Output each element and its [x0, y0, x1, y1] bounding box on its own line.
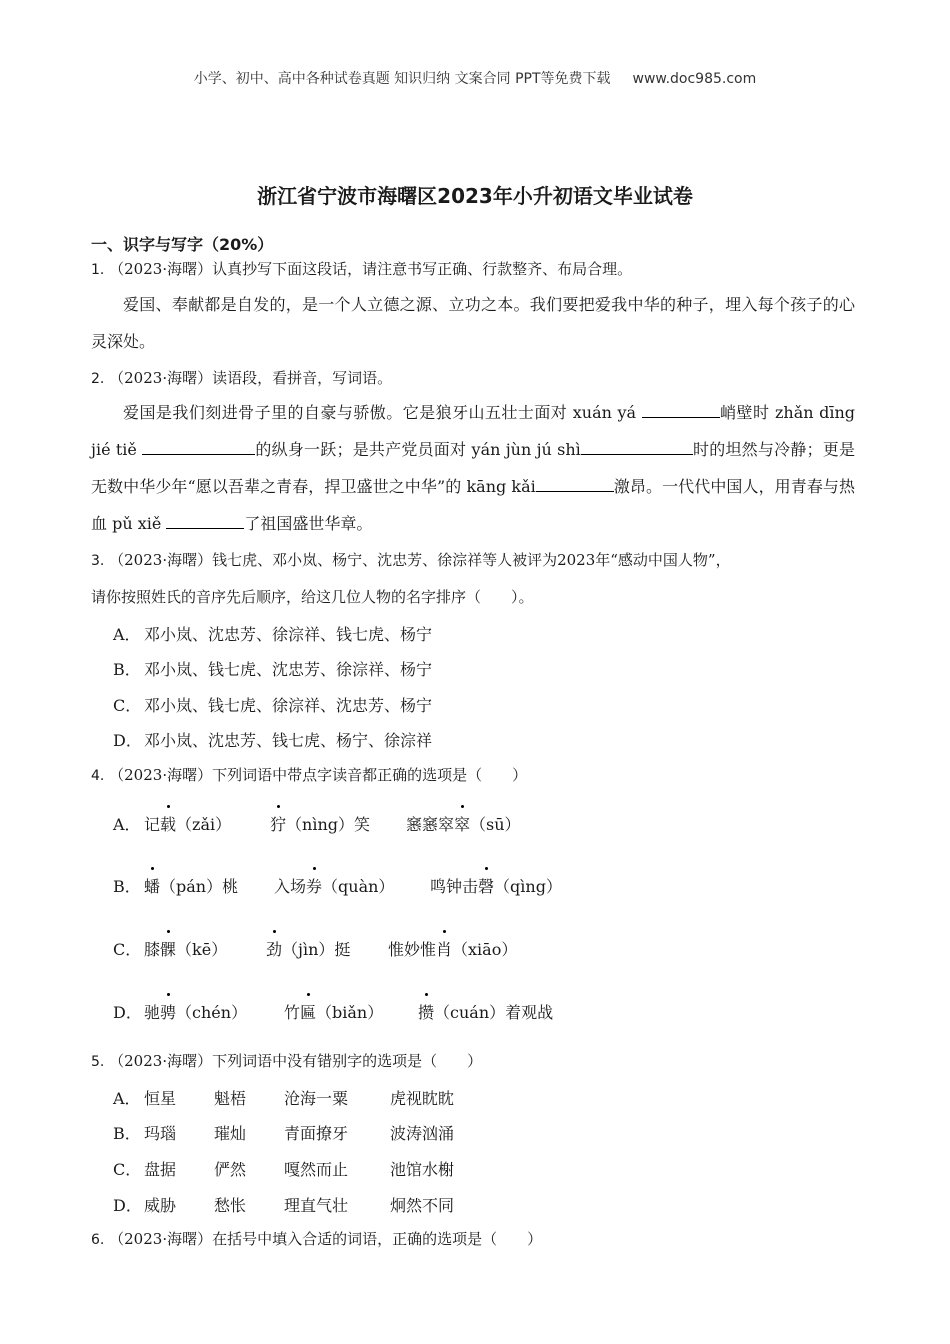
word-item: 驰骋（chén） — [144, 1000, 284, 1023]
option-b[interactable]: B． 蟠（pán）桃 入场券（quàn） 鸣钟击磬（qìng） — [113, 874, 562, 897]
question-text: （2023·海曙）下列词语中带点字读音都正确的选项是（ ） — [109, 766, 528, 784]
option-b[interactable]: B． 邓小岚、钱七虎、沈忠芳、徐淙祥、杨宁 — [113, 660, 433, 679]
dotted-char: 券 — [306, 874, 322, 897]
option-d[interactable]: D． 邓小岚、沈忠芳、钱七虎、杨宁、徐淙祥 — [113, 731, 433, 750]
dotted-char: 磬 — [478, 874, 494, 897]
dotted-char: 攒 — [418, 1000, 434, 1023]
question-1-passage: 爱国、奉献都是自发的，是一个人立德之源、立功之本。我们要把爱我中华的种子，埋入每个孩子的心灵深处。 — [91, 295, 855, 351]
dotted-char: 骋 — [160, 1000, 176, 1023]
question-5-stem — [91, 1050, 482, 1071]
passage-segment: 时的坦然与冷静；更是无数中华少年“愿以吾辈之青春，捍卫盛世之中华”的 kāng kǎi — [91, 440, 855, 496]
question-number: 3. — [91, 553, 105, 569]
word-item: 竹匾（biǎn） — [284, 1000, 418, 1023]
word-item: 攒（cuán）着观战 — [418, 1000, 553, 1023]
answer-blank[interactable] — [142, 436, 255, 455]
passage-segment: 激昂。一代代中国人，用青春与热血 pǔ xiě — [91, 477, 855, 533]
question-4-stem — [91, 764, 527, 785]
option-a[interactable]: A． 记载（zǎi） 狞（nìng）笑 窸窸窣窣（sū） — [113, 812, 521, 835]
question-number: 2. — [91, 371, 105, 387]
dotted-char: 窣 — [454, 812, 470, 835]
option-d[interactable]: D． 驰骋（chén） 竹匾（biǎn） 攒（cuán）着观战 — [113, 1000, 553, 1023]
question-text: （2023·海曙）下列词语中没有错别字的选项是（ ） — [109, 1052, 483, 1070]
option-a[interactable]: A． 恒星 魁梧 沧海一粟 虎视眈眈 — [113, 1089, 455, 1108]
dotted-char: 劲 — [266, 937, 282, 960]
option-a[interactable]: A． 邓小岚、沈忠芳、徐淙祥、钱七虎、杨宁 — [113, 625, 433, 644]
option-c[interactable]: C． 邓小岚、钱七虎、徐淙祥、沈忠芳、杨宁 — [113, 696, 433, 715]
question-text: （2023·海曙）认真抄写下面这段话，请注意书写正确、行款整齐、布局合理。 — [109, 260, 633, 278]
question-text: （2023·海曙）在括号中填入合适的词语，正确的选项是（ ） — [109, 1230, 543, 1248]
word-item: 鸣钟击磬（qìng） — [430, 874, 562, 897]
word-item: 膝髁（kē） — [144, 937, 266, 960]
word-item: 惟妙惟肖（xiāo） — [388, 937, 517, 960]
answer-blank[interactable] — [581, 436, 693, 455]
section-heading: 一、识字与写字（20%） — [91, 235, 274, 254]
dotted-char: 匾 — [300, 1000, 316, 1023]
question-text: （2023·海曙）钱七虎、邓小岚、杨宁、沈忠芳、徐淙祥等人被评为2023年“感动中国人物”， — [109, 551, 731, 569]
word-item: 入场券（quàn） — [274, 874, 430, 897]
question-6-stem — [91, 1228, 542, 1249]
dotted-char: 肖 — [436, 937, 452, 960]
passage-segment: 的纵身一跃；是共产党员面对 yán jùn jú shì — [255, 440, 581, 459]
answer-blank[interactable] — [642, 399, 720, 418]
question-3-stem — [91, 549, 731, 570]
question-text: （2023·海曙）读语段，看拼音，写词语。 — [109, 369, 393, 387]
question-number: 1. — [91, 262, 105, 278]
passage-segment: 了祖国盛世华章。 — [244, 514, 373, 533]
dotted-char: 髁 — [160, 937, 176, 960]
question-number: 5. — [91, 1054, 105, 1070]
word-item: 记载（zǎi） — [144, 812, 270, 835]
header-text: 小学、初中、高中各种试卷真题 知识归纳 文案合同 PPT等免费下载 — [193, 71, 611, 87]
option-c[interactable]: C． 盘据 俨然 嘎然而止 池馆水榭 — [113, 1160, 455, 1179]
dotted-char: 蟠 — [144, 874, 160, 897]
question-1-stem — [91, 258, 632, 279]
answer-blank[interactable] — [536, 473, 614, 492]
word-item: 劲（jìn）挺 — [266, 937, 388, 960]
answer-blank[interactable] — [166, 510, 244, 529]
question-number: 6. — [91, 1232, 105, 1248]
question-2-passage — [91, 394, 855, 542]
question-number: 4. — [91, 768, 105, 784]
page-header — [0, 68, 950, 88]
word-item: 蟠（pán）桃 — [144, 874, 274, 897]
word-item: 窸窸窣窣（sū） — [406, 812, 521, 835]
word-item: 狞（nìng）笑 — [270, 812, 406, 835]
option-b[interactable]: B． 玛瑙 璀灿 青面撩牙 波涛汹涌 — [113, 1124, 455, 1143]
passage-segment: 爱国是我们刻进骨子里的自豪与骄傲。它是狼牙山五壮士面对 xuán yá — [123, 403, 642, 422]
dotted-char: 载 — [160, 812, 176, 835]
option-d[interactable]: D． 威胁 愁怅 理直气壮 炯然不同 — [113, 1196, 455, 1215]
passage-segment: 峭壁时 zhǎn dīng jié tiě — [91, 403, 855, 459]
question-2-stem — [91, 367, 392, 388]
dotted-char: 狞 — [270, 812, 286, 835]
header-url: www.doc985.com — [632, 71, 757, 87]
question-3-stem-cont: 请你按照姓氏的音序先后顺序，给这几位人物的名字排序（ ）。 — [91, 588, 534, 606]
page-title: 浙江省宁波市海曙区2023年小升初语文毕业试卷 — [257, 184, 693, 208]
option-c[interactable]: C． 膝髁（kē） 劲（jìn）挺 惟妙惟肖（xiāo） — [113, 937, 517, 960]
